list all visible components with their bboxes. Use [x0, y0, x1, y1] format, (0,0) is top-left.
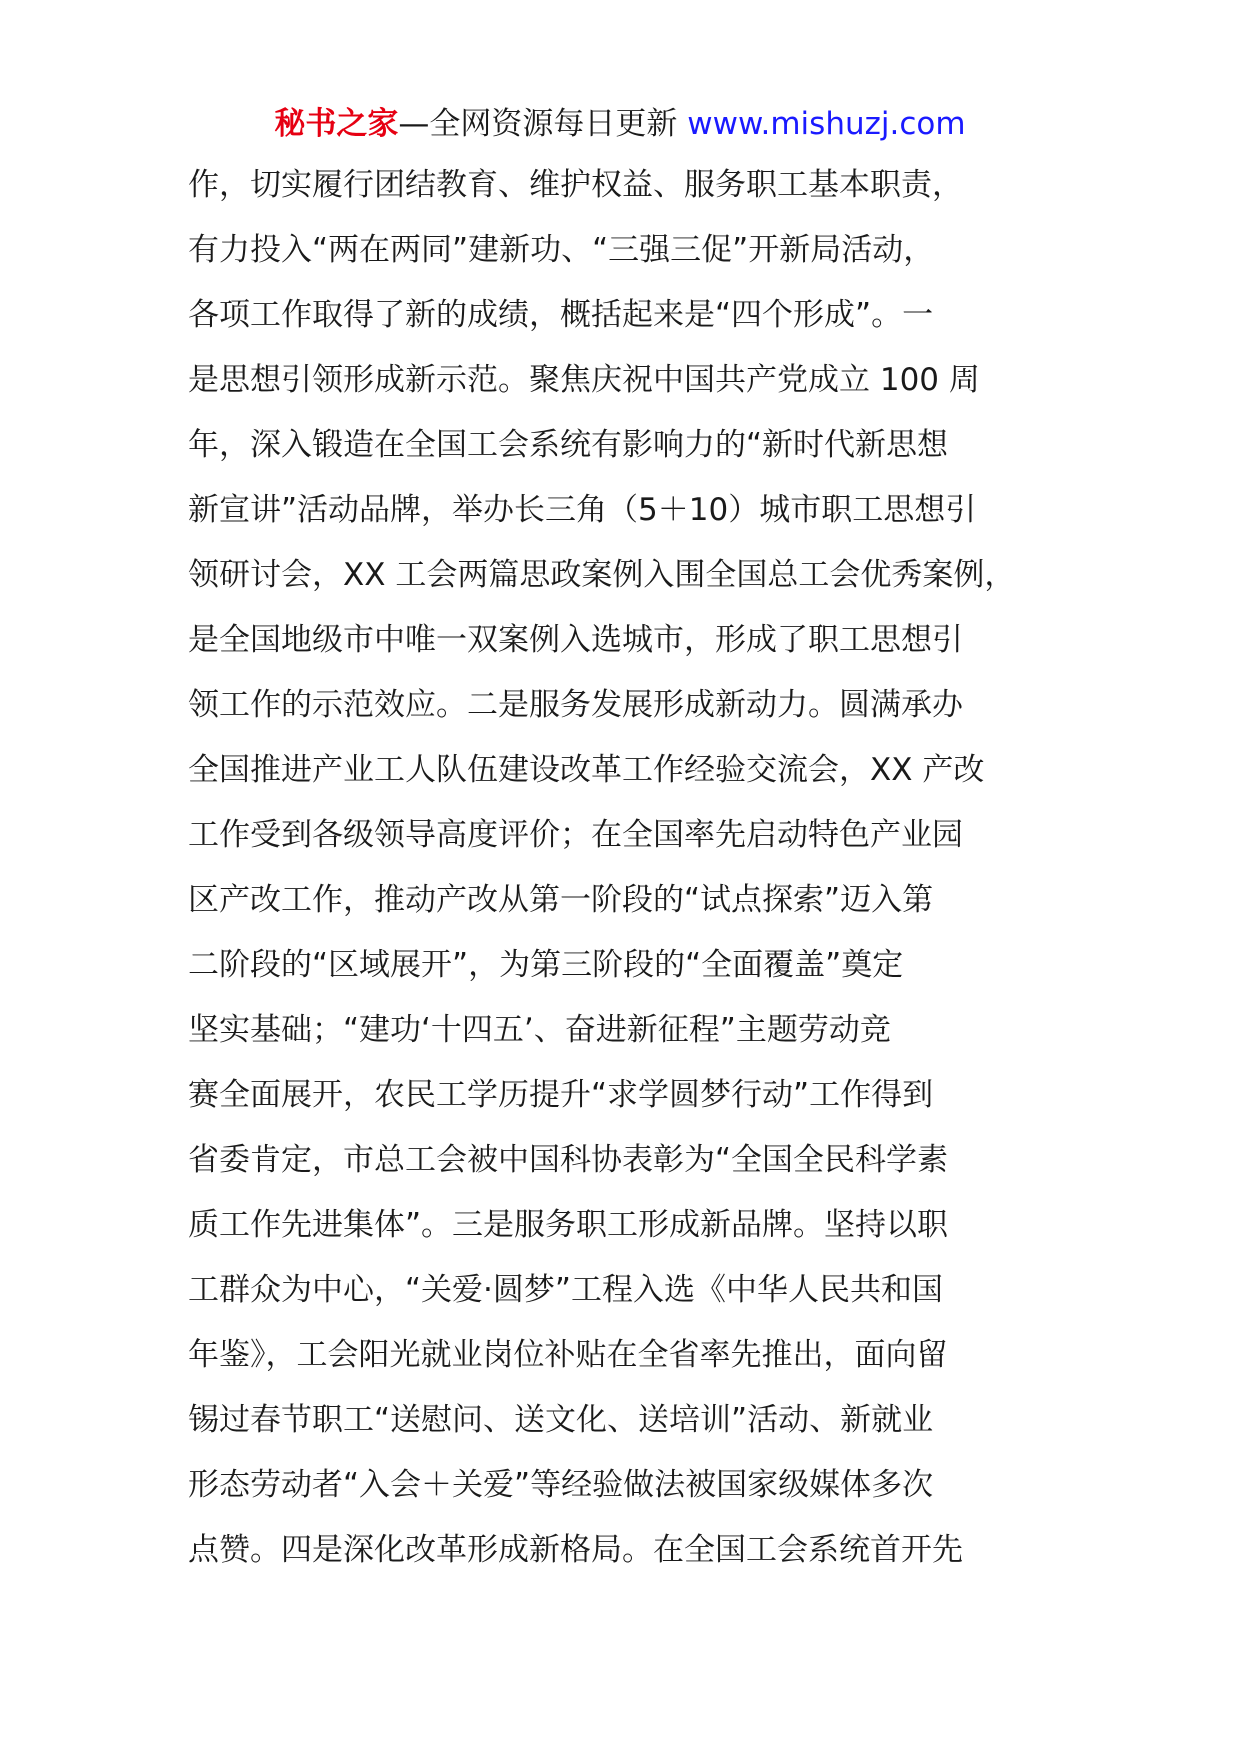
site-tagline: —全网资源每日更新	[398, 106, 688, 142]
body-line: 是全国地级市中唯一双案例入选城市，形成了职工思想引	[188, 622, 963, 658]
body-line: 工群众为中心，“关爱·圆梦”工程入选《中华人民共和国	[188, 1272, 943, 1308]
body-line: 年鉴》，工会阳光就业岗位补贴在全省率先推出，面向留	[188, 1337, 948, 1373]
body-line: 二阶段的“区域展开”，为第三阶段的“全面覆盖”奠定	[188, 947, 904, 983]
body-line: 全国推进产业工人队伍建设改革工作经验交流会，XX 产改	[188, 752, 985, 788]
site-url-link[interactable]: www.mishuzj.com	[687, 106, 966, 142]
body-line: 点赞。四是深化改革形成新格局。在全国工会系统首开先	[188, 1532, 963, 1568]
body-line: 形态劳动者“入会＋关爱”等经验做法被国家级媒体多次	[188, 1467, 934, 1503]
body-line: 质工作先进集体”。三是服务职工形成新品牌。坚持以职	[188, 1207, 949, 1243]
body-line: 有力投入“两在两同”建新功、“三强三促”开新局活动，	[188, 232, 935, 268]
page-header	[0, 102, 1240, 146]
body-line: 锡过春节职工“送慰问、送文化、送培训”活动、新就业	[188, 1402, 934, 1438]
body-line: 领工作的示范效应。二是服务发展形成新动力。圆满承办	[188, 687, 963, 723]
site-brand: 秘书之家	[274, 106, 399, 142]
body-line: 领研讨会，XX 工会两篇思政案例入围全国总工会优秀案例，	[188, 557, 1016, 593]
body-line: 是思想引领形成新示范。聚焦庆祝中国共产党成立 100 周	[188, 362, 980, 398]
body-line: 新宣讲”活动品牌，举办长三角（5＋10）城市职工思想引	[188, 492, 977, 528]
body-line: 年，深入锻造在全国工会系统有影响力的“新时代新思想	[188, 427, 949, 463]
body-line: 各项工作取得了新的成绩，概括起来是“四个形成”。一	[188, 297, 934, 333]
document-body	[188, 163, 1088, 1593]
body-line: 省委肯定，市总工会被中国科协表彰为“全国全民科学素	[188, 1142, 949, 1178]
body-line: 作，切实履行团结教育、维护权益、服务职工基本职责，	[188, 167, 963, 203]
body-line: 工作受到各级领导高度评价；在全国率先启动特色产业园	[188, 817, 963, 853]
body-line: 区产改工作，推动产改从第一阶段的“试点探索”迈入第	[188, 882, 934, 918]
body-line: 坚实基础；“建功‘十四五’、奋进新征程”主题劳动竞	[188, 1012, 891, 1048]
body-line: 赛全面展开，农民工学历提升“求学圆梦行动”工作得到	[188, 1077, 934, 1113]
